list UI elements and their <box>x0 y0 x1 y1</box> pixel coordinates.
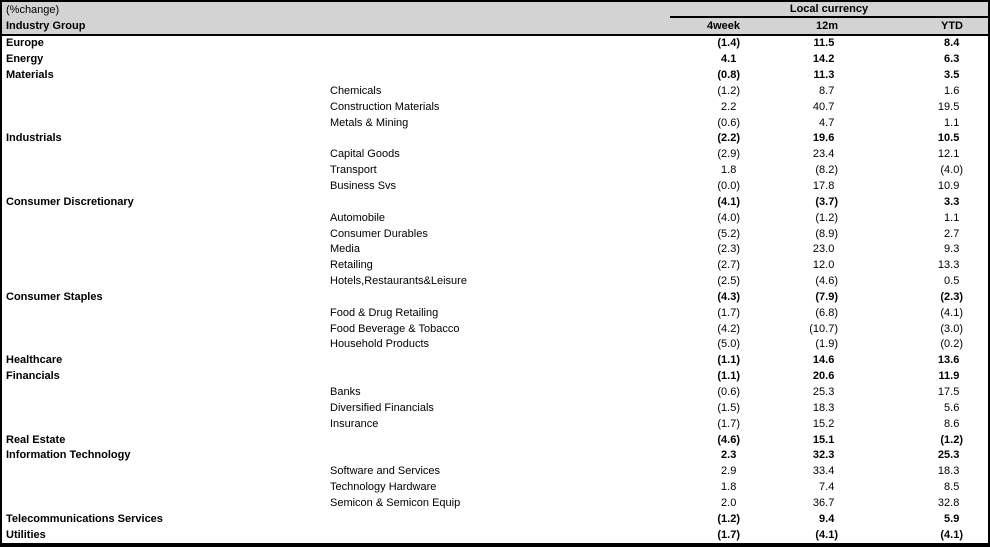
industry-label: Media <box>330 244 360 256</box>
table-row <box>2 321 988 337</box>
table-row <box>2 242 988 258</box>
table-row <box>2 448 988 464</box>
value-ytd: 8.6 <box>944 417 960 430</box>
table-row <box>2 337 988 353</box>
value-12m: (8.2) <box>815 164 838 177</box>
value-4week: (2.9) <box>717 148 740 161</box>
value-12m: 11.5 <box>813 37 835 50</box>
industry-label: Software and Services <box>330 466 441 478</box>
value-ytd: 32.8 <box>937 496 960 509</box>
value-12m: 19.6 <box>812 132 835 145</box>
value-ytd: 5.9 <box>944 512 960 525</box>
industry-label: Banks <box>330 386 361 398</box>
value-12m: 9.4 <box>819 512 835 525</box>
value-ytd: 9.3 <box>944 243 960 256</box>
industry-label: Retailing <box>330 260 373 272</box>
value-12m: (4.6) <box>815 275 838 288</box>
value-12m: 7.4 <box>819 481 835 494</box>
value-4week: (4.1) <box>717 195 740 208</box>
value-4week: 1.8 <box>721 481 737 494</box>
industry-label: Materials <box>6 70 54 82</box>
industry-label: Information Technology <box>6 450 131 462</box>
table-row <box>2 400 988 416</box>
value-ytd: 10.9 <box>937 180 960 193</box>
table-row <box>2 274 988 290</box>
industry-label: Utilities <box>6 529 46 541</box>
value-ytd: 1.1 <box>944 116 960 129</box>
table-header-row-top <box>2 2 988 18</box>
value-ytd: 5.6 <box>944 401 960 414</box>
value-ytd: 25.3 <box>937 449 960 462</box>
industry-label: Hotels,Restaurants&Leisure <box>330 276 467 288</box>
industry-label: Insurance <box>330 418 379 430</box>
value-12m: 33.4 <box>812 465 835 478</box>
value-ytd: 12.1 <box>937 148 960 161</box>
value-4week: (5.2) <box>717 227 740 240</box>
value-ytd: 3.5 <box>944 69 960 82</box>
table-row <box>2 290 988 306</box>
value-12m: 12.0 <box>812 259 835 272</box>
table-body <box>2 36 988 543</box>
value-ytd: (4.1) <box>940 306 963 319</box>
column-header-ytd: YTD <box>941 19 963 32</box>
value-12m: 18.3 <box>812 401 835 414</box>
value-4week: (4.0) <box>717 211 740 224</box>
value-4week: (1.2) <box>717 84 740 97</box>
industry-group-header: Industry Group <box>6 19 86 32</box>
value-ytd: 19.5 <box>937 100 960 113</box>
industry-label: Business Svs <box>330 181 397 193</box>
industry-label: Food & Drug Retailing <box>330 307 439 319</box>
table-row <box>2 511 988 527</box>
value-4week: (2.7) <box>717 259 740 272</box>
value-4week: (1.7) <box>717 528 740 541</box>
table-row <box>2 68 988 84</box>
industry-label: Consumer Durables <box>330 228 428 240</box>
value-4week: 2.9 <box>721 465 737 478</box>
industry-label: Metals & Mining <box>330 117 409 129</box>
table-row <box>2 99 988 115</box>
industry-label: Real Estate <box>6 434 66 446</box>
value-12m: 14.2 <box>812 53 835 66</box>
industry-label: Food Beverage & Tobacco <box>330 323 460 335</box>
value-ytd: 2.7 <box>944 227 960 240</box>
industry-label: Semicon & Semicon Equip <box>330 497 461 509</box>
value-4week: 4.1 <box>721 53 737 66</box>
value-4week: (1.1) <box>717 370 740 383</box>
industry-label: Consumer Staples <box>6 291 103 303</box>
industry-label: Automobile <box>330 212 386 224</box>
value-12m: (10.7) <box>809 322 838 335</box>
table-row <box>2 369 988 385</box>
local-currency-header: Local currency <box>670 2 988 18</box>
percent-change-label: (%change) <box>6 3 60 16</box>
industry-label: Europe <box>6 38 44 50</box>
industry-label: Chemicals <box>330 85 382 97</box>
table-row <box>2 464 988 480</box>
table-row <box>2 353 988 369</box>
industry-label: Industrials <box>6 133 62 145</box>
table-row <box>2 495 988 511</box>
industry-label: Energy <box>6 54 44 66</box>
value-4week: (0.6) <box>717 385 740 398</box>
value-12m: 20.6 <box>812 370 835 383</box>
value-ytd: (3.0) <box>940 322 963 335</box>
value-ytd: 1.1 <box>944 211 960 224</box>
value-12m: 23.4 <box>812 148 835 161</box>
value-4week: (0.8) <box>717 69 740 82</box>
industry-label: Technology Hardware <box>330 482 437 494</box>
value-4week: (5.0) <box>717 338 740 351</box>
value-4week: (0.0) <box>717 180 740 193</box>
value-4week: (4.2) <box>717 322 740 335</box>
table-row <box>2 147 988 163</box>
value-ytd: 18.3 <box>937 465 960 478</box>
table-row <box>2 210 988 226</box>
value-12m: 40.7 <box>812 100 835 113</box>
value-ytd: 11.9 <box>938 370 960 383</box>
value-ytd: (0.2) <box>940 338 963 351</box>
industry-label: Consumer Discretionary <box>6 196 134 208</box>
table-row <box>2 194 988 210</box>
industry-label: Healthcare <box>6 355 63 367</box>
value-ytd: (2.3) <box>940 290 963 303</box>
value-12m: 4.7 <box>819 116 835 129</box>
value-4week: (2.3) <box>717 243 740 256</box>
value-ytd: 0.5 <box>944 275 960 288</box>
table-row <box>2 527 988 543</box>
column-header-12m: 12m <box>815 19 838 32</box>
value-12m: 14.6 <box>812 354 835 367</box>
value-12m: 15.1 <box>812 433 835 446</box>
value-ytd: 3.3 <box>944 195 960 208</box>
value-12m: 17.8 <box>812 180 835 193</box>
table-row <box>2 84 988 100</box>
value-12m: (3.7) <box>815 195 838 208</box>
value-12m: (1.2) <box>815 211 838 224</box>
value-12m: 32.3 <box>812 449 835 462</box>
industry-label: Transport <box>330 165 377 177</box>
value-12m: 8.7 <box>819 84 835 97</box>
table-row <box>2 115 988 131</box>
value-ytd: 17.5 <box>937 385 960 398</box>
value-ytd: (4.0) <box>940 164 963 177</box>
value-12m: (7.9) <box>815 290 838 303</box>
value-ytd: 13.6 <box>937 354 960 367</box>
industry-label: Telecommunications Services <box>6 513 163 525</box>
value-ytd: 8.5 <box>944 481 960 494</box>
value-4week: 2.0 <box>721 496 737 509</box>
table-row <box>2 305 988 321</box>
value-12m: (8.9) <box>815 227 838 240</box>
value-12m: 11.3 <box>813 69 835 82</box>
value-12m: 25.3 <box>812 385 835 398</box>
industry-label: Capital Goods <box>330 149 400 161</box>
value-ytd: (4.1) <box>940 528 963 541</box>
industry-label: Household Products <box>330 339 430 351</box>
industry-label: Construction Materials <box>330 101 440 113</box>
table-row <box>2 179 988 195</box>
industry-label: Financials <box>6 371 60 383</box>
value-4week: (1.5) <box>717 401 740 414</box>
table-row <box>2 36 988 52</box>
value-4week: (0.6) <box>717 116 740 129</box>
value-12m: 15.2 <box>812 417 835 430</box>
table-row <box>2 385 988 401</box>
value-ytd: 1.6 <box>944 84 960 97</box>
value-4week: 2.2 <box>721 100 737 113</box>
column-header-4week: 4week <box>706 19 740 32</box>
table-row <box>2 258 988 274</box>
value-12m: (4.1) <box>815 528 838 541</box>
table-row <box>2 432 988 448</box>
value-4week: (1.1) <box>717 354 740 367</box>
value-ytd: 13.3 <box>937 259 960 272</box>
value-ytd: 10.5 <box>937 132 960 145</box>
value-ytd: (1.2) <box>940 433 963 446</box>
value-ytd: 8.4 <box>944 37 960 50</box>
value-4week: (2.5) <box>717 275 740 288</box>
value-4week: (1.4) <box>717 37 740 50</box>
table-row <box>2 226 988 242</box>
industry-label: Diversified Financials <box>330 402 434 414</box>
value-12m: 36.7 <box>812 496 835 509</box>
value-4week: (1.2) <box>717 512 740 525</box>
table-header-row-columns <box>2 18 988 36</box>
table-row <box>2 480 988 496</box>
value-12m: 23.0 <box>812 243 835 256</box>
value-4week: (4.6) <box>717 433 740 446</box>
value-4week: 2.3 <box>721 449 737 462</box>
table-row <box>2 163 988 179</box>
value-4week: (4.3) <box>717 290 740 303</box>
value-12m: (6.8) <box>815 306 838 319</box>
table-row <box>2 416 988 432</box>
value-12m: (1.9) <box>815 338 838 351</box>
table-row <box>2 52 988 68</box>
value-4week: (2.2) <box>717 132 740 145</box>
value-4week: (1.7) <box>717 417 740 430</box>
table-row <box>2 131 988 147</box>
value-4week: (1.7) <box>717 306 740 319</box>
value-ytd: 6.3 <box>944 53 960 66</box>
value-4week: 1.8 <box>721 164 737 177</box>
